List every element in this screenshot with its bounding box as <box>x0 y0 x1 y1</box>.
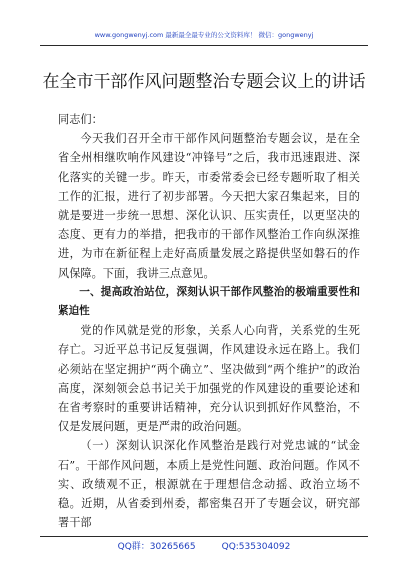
site-header <box>40 28 368 42</box>
footer-qq: QQ:535304092 <box>221 542 291 552</box>
paragraph-intro: 今天我们召开全市干部作风问题整治专题会议，是在全省全州相继吹响作风建设“冲锋号”之后，我市迅速跟进、深化落实的关键一步。昨天，市委常委会已经专题听取了相关工作的汇报，进行了初步部署。今天把大家召集起来，目的就是要进一步统一思想、深化认识、压实责任，以更坚决的态度、更有力的举措，把我市的干部作风整治工作向纵深推进，为市在新征程上走好高质量发展之路提供坚如磐石的作风保障。下面，我讲三点意见。 <box>58 132 360 280</box>
site-footer <box>40 540 368 554</box>
salutation: 同志们： <box>58 113 103 126</box>
header-text: www.gongwenyj.com 最新最全最专业的公文资料库！ 微信：gongwenyj <box>94 31 314 39</box>
document-body <box>58 110 360 532</box>
paragraph-3: （一）深刻认识深化作风整治是践行对党忠诚的“试金石”。干部作风问题，本质上是党性问题、政治问题。作风不实、政绩观不正，根源就在于理想信念动摇、政治立场不稳。近期，从省委到州委，都密集召开了专题会议，研究部署干部 <box>58 439 360 530</box>
footer-qq-group: QQ群：30265665 <box>117 542 196 552</box>
page-title: 在全市干部作风问题整治专题会议上的讲话 <box>42 72 366 92</box>
paragraph-2: 党的作风就是党的形象，关系人心向背，关系党的生死存亡。习近平总书记反复强调，作风建设永远在路上。我们必须站在坚定拥护“两个确立”、坚决做到“两个维护”的政治高度，深刻领会总书记关于加强党的作风建设的重要论述和在省考察时的重要讲话精神，充分认识到抓好作风整治，不仅是发展问题，更是严肃的政治问题。 <box>58 324 360 434</box>
header-divider <box>40 45 368 46</box>
footer-divider <box>40 536 368 537</box>
section-heading-1: 一、提高政治站位，深刻认识干部作风整治的极端重要性和紧迫性 <box>58 285 360 318</box>
